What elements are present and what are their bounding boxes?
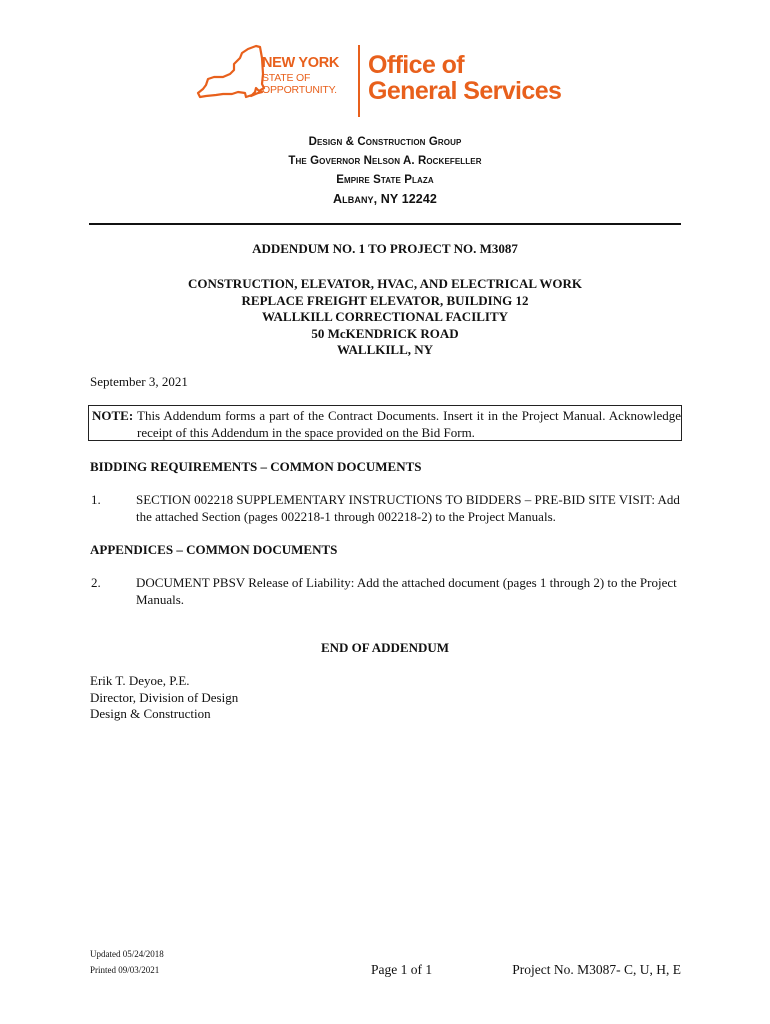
section-heading: BIDDING REQUIREMENTS – COMMON DOCUMENTS [90, 459, 422, 474]
address-building: The Governor Nelson A. Rockefeller [288, 155, 482, 167]
section-heading: APPENDICES – COMMON DOCUMENTS [90, 542, 338, 557]
item-number: 1. [91, 492, 101, 507]
project-line: WALLKILL, NY [336, 342, 434, 357]
item-text: DOCUMENT PBSV Release of Liability: Add the attached document (pages 1 through 2) to the Project Manuals. [136, 575, 677, 607]
footer-project-number: Project No. M3087- C, U, H, E [512, 962, 681, 977]
end-of-addendum: END OF ADDENDUM [320, 640, 450, 655]
signatory-name: Erik T. Deyoe, P.E. [90, 673, 190, 688]
project-line: WALLKILL CORRECTIONAL FACILITY [261, 309, 509, 324]
item-number: 2. [91, 575, 101, 590]
header-divider [89, 223, 681, 225]
logo-state-name: NEW YORK [262, 55, 340, 71]
footer-page-number: Page 1 of 1 [371, 962, 433, 977]
item-text: SECTION 002218 SUPPLEMENTARY INSTRUCTIONS TO BIDDERS – PRE-BID SITE VISIT: Add the attached Section (pages 002218-1 through 002218-2) to the Project Manuals. [136, 492, 680, 524]
note-text: This Addendum forms a part of the Contract Documents. Insert it in the Project Manual. Acknowledge receipt of this Addendum in the space provided on the Bid Form. [137, 408, 681, 440]
ogs-logo [196, 44, 576, 120]
footer-printed: Printed 09/03/2021 [90, 965, 160, 975]
project-title-block [0, 276, 770, 359]
project-line: 50 McKENDRICK ROAD [311, 325, 459, 341]
address-block [0, 133, 770, 209]
signatory-department: Design & Construction [90, 706, 211, 721]
footer-updated: Updated 05/24/2018 [90, 949, 164, 959]
project-line: CONSTRUCTION, ELEVATOR, HVAC, AND ELECTRICAL WORK [188, 276, 582, 291]
address-city: Albany, NY 12242 [333, 192, 437, 206]
logo-agency-name [368, 52, 561, 104]
signature-block [90, 673, 238, 723]
logo-agency-line1: Office of [368, 51, 464, 79]
note-box [88, 405, 682, 441]
project-line: REPLACE FREIGHT ELEVATOR, BUILDING 12 [241, 292, 529, 308]
address-plaza: Empire State Plaza [336, 174, 434, 186]
document-date: September 3, 2021 [90, 374, 188, 389]
signatory-title: Director, Division of Design [90, 689, 239, 705]
note-label: NOTE: [92, 408, 134, 423]
address-group: Design & Construction Group [308, 136, 462, 148]
logo-tagline: STATE OF OPPORTUNITY. [262, 72, 337, 96]
logo-agency-line2: General Services [368, 77, 562, 105]
new-york-state-outline-icon [196, 44, 266, 106]
addendum-title: ADDENDUM NO. 1 TO PROJECT NO. M3087 [252, 241, 518, 256]
logo-divider [358, 45, 360, 117]
